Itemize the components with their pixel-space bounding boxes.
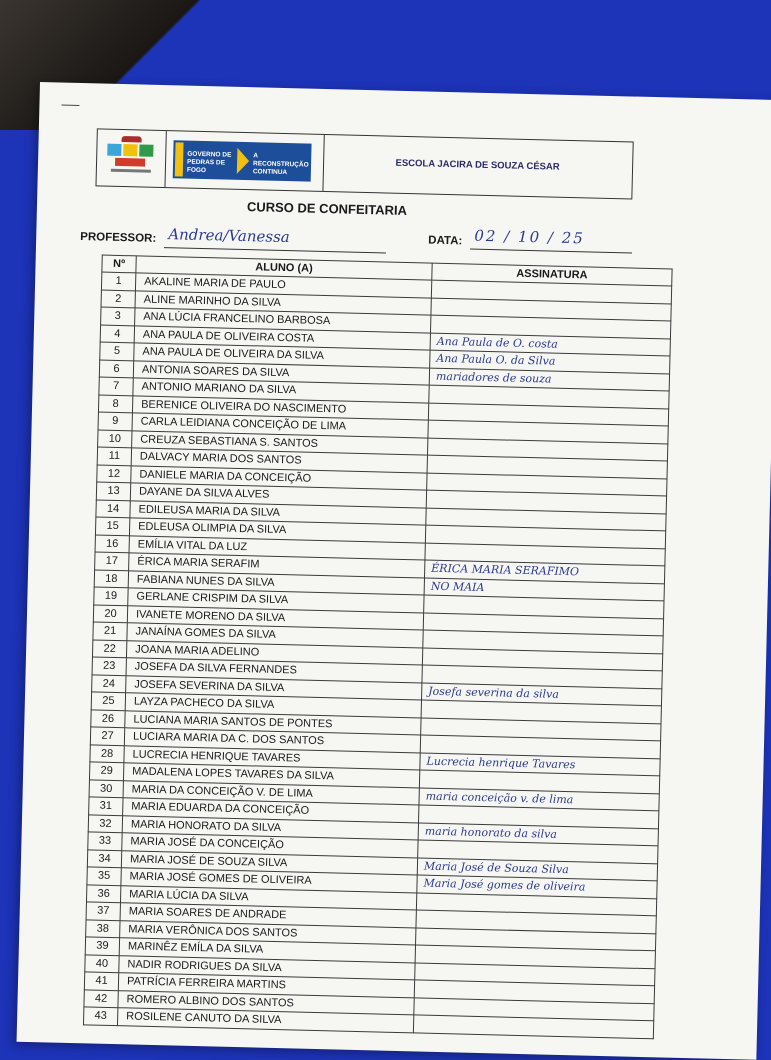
- corner-mark: [61, 105, 79, 106]
- student-name: MARIA EDUARDA DA CONCEIÇÃO: [123, 798, 419, 823]
- row-number: 1: [101, 272, 135, 290]
- row-number: 23: [92, 657, 126, 675]
- row-number: 7: [99, 377, 133, 395]
- row-number: 32: [88, 814, 122, 832]
- student-name: ROMERO ALBINO DOS SANTOS: [118, 990, 414, 1015]
- student-name: MARINÊZ EMÍLA DA SILVA: [119, 938, 415, 963]
- row-number: 24: [92, 674, 126, 692]
- row-number: 28: [90, 744, 124, 762]
- row-number: 11: [97, 447, 131, 465]
- date-label: DATA:: [428, 234, 463, 248]
- school-logo: [107, 136, 158, 181]
- student-name: ÉRICA MARIA SERAFIM: [129, 553, 425, 578]
- gov-logo-text: GOVERNO DE PEDRAS DE FOGO: [186, 150, 232, 175]
- signature: Maria José gomes de oliveira: [417, 875, 657, 898]
- student-name: EMÍLIA VITAL DA LUZ: [129, 535, 425, 560]
- student-name: IVANETE MORENO DA SILVA: [127, 605, 423, 630]
- row-number: 36: [86, 884, 120, 902]
- date-handwritten: 02 / 10 / 25: [474, 226, 586, 248]
- signature: mariadores de souza: [429, 368, 669, 391]
- student-name: AKALINE MARIA DE PAULO: [135, 273, 431, 298]
- row-number: 31: [89, 797, 123, 815]
- signature: NO MAIA: [424, 578, 664, 601]
- student-name: MARIA LÚCIA DA SILVA: [120, 885, 416, 910]
- signature: maria honorato da silva: [418, 822, 658, 845]
- signature: Lucrecia henrique Tavares: [420, 752, 660, 775]
- row-number: 19: [94, 587, 128, 605]
- student-name: FABIANA NUNES DA SILVA: [128, 570, 424, 595]
- student-name: LUCRECIA HENRIQUE TAVARES: [124, 745, 420, 770]
- professor-label: PROFESSOR:: [80, 231, 157, 245]
- student-name: MARIA SOARES DE ANDRADE: [120, 903, 416, 928]
- student-name: DANIELE MARIA DA CONCEIÇÃO: [131, 465, 427, 490]
- signature: maria conceição v. de lima: [419, 787, 659, 810]
- row-number: 10: [98, 430, 132, 448]
- student-name: JOSEFA SEVERINA DA SILVA: [126, 675, 422, 700]
- column-header-number: Nº: [102, 255, 136, 273]
- student-name: CARLA LEIDIANA CONCEIÇÃO DE LIMA: [132, 413, 428, 438]
- row-number: 39: [85, 937, 119, 955]
- row-number: 22: [92, 639, 126, 657]
- attendance-sheet: [17, 82, 771, 1060]
- student-name: MARIA JOSÉ GOMES DE OLIVEIRA: [121, 868, 417, 893]
- row-number: 40: [85, 954, 119, 972]
- student-name: BERENICE OLIVEIRA DO NASCIMENTO: [132, 395, 428, 420]
- signature: Ana Paula O. da Silva: [430, 350, 670, 373]
- student-name: MARIA HONORATO DA SILVA: [122, 815, 418, 840]
- student-name: LUCIARA MARIA DA C. DOS SANTOS: [124, 728, 420, 753]
- student-name: MARIA VERÔNICA DOS SANTOS: [120, 920, 416, 945]
- row-number: 43: [83, 1007, 117, 1025]
- attendance-table: [83, 255, 673, 1039]
- row-number: 9: [98, 412, 132, 430]
- row-number: 4: [100, 325, 134, 343]
- row-number: 3: [101, 307, 135, 325]
- gov-logo-slogan: A RECONSTRUÇÃO CONTINUA: [252, 152, 309, 177]
- header-box: [95, 128, 633, 199]
- student-name: LAYZA PACHECO DA SILVA: [125, 693, 421, 718]
- student-name: MARIA DA CONCEIÇÃO V. DE LIMA: [123, 780, 419, 805]
- school-name: ESCOLA JACIRA DE SOUZA CÉSAR: [395, 157, 560, 173]
- row-number: 25: [91, 692, 125, 710]
- student-name: EDILEUSA MARIA DA SILVA: [130, 500, 426, 525]
- signature: Maria José de Souza Silva: [417, 857, 657, 880]
- student-name: DALVACY MARIA DOS SANTOS: [131, 448, 427, 473]
- row-number: 15: [95, 517, 129, 535]
- student-name: ROSILENE CANUTO DA SILVA: [117, 1008, 413, 1033]
- student-name: ALINE MARINHO DA SILVA: [135, 290, 431, 315]
- student-name: MADALENA LOPES TAVARES DA SILVA: [123, 763, 419, 788]
- signature: Josefa severina da silva: [422, 683, 662, 706]
- row-number: 16: [95, 534, 129, 552]
- row-number: 34: [87, 849, 121, 867]
- student-name: ANTONIO MARIANO DA SILVA: [133, 378, 429, 403]
- student-name: JOSEFA DA SILVA FERNANDES: [126, 658, 422, 683]
- row-number: 6: [99, 360, 133, 378]
- row-number: 35: [87, 867, 121, 885]
- chevron-icon: [237, 148, 250, 174]
- student-name: GERLANE CRISPIM DA SILVA: [128, 588, 424, 613]
- student-name: JOANA MARIA ADELINO: [126, 640, 422, 665]
- professor-handwritten: Andrea/Vanessa: [168, 225, 290, 247]
- student-name: PATRÍCIA FERREIRA MARTINS: [118, 973, 414, 998]
- row-number: 14: [96, 500, 130, 518]
- row-number: 33: [88, 832, 122, 850]
- row-number: 8: [98, 395, 132, 413]
- student-name: ANA PAULA DE OLIVEIRA COSTA: [134, 325, 430, 350]
- row-number: 30: [89, 779, 123, 797]
- student-name: JANAÍNA GOMES DA SILVA: [127, 623, 423, 648]
- student-name: CREUZA SEBASTIANA S. SANTOS: [132, 430, 428, 455]
- professor-line: [164, 247, 386, 253]
- course-title: CURSO DE CONFEITARIA: [246, 199, 408, 219]
- row-number: 37: [86, 902, 120, 920]
- student-name: NADIR RODRIGUES DA SILVA: [119, 955, 415, 980]
- signature: ÉRICA MARIA SERAFIMO: [425, 560, 665, 583]
- row-number: 5: [100, 342, 134, 360]
- row-number: 27: [90, 727, 124, 745]
- student-name: MARIA JOSÉ DA CONCEIÇÃO: [122, 833, 418, 858]
- row-number: 13: [96, 482, 130, 500]
- date-line: [470, 249, 632, 254]
- student-name: MARIA JOSÉ DE SOUZA SILVA: [121, 850, 417, 875]
- student-name: ANTONIA SOARES DA SILVA: [133, 360, 429, 385]
- row-number: 18: [94, 569, 128, 587]
- row-number: 42: [84, 989, 118, 1007]
- government-logo: [173, 140, 312, 181]
- row-number: 20: [93, 604, 127, 622]
- row-number: 21: [93, 622, 127, 640]
- row-number: 41: [84, 972, 118, 990]
- row-number: 26: [91, 709, 125, 727]
- row-number: 29: [89, 762, 123, 780]
- row-number: 17: [95, 552, 129, 570]
- student-name: DAYANE DA SILVA ALVES: [130, 483, 426, 508]
- student-name: EDLEUSA OLIMPIA DA SILVA: [129, 518, 425, 543]
- student-name: ANA PAULA DE OLIVEIRA DA SILVA: [134, 343, 430, 368]
- student-name: ANA LÚCIA FRANCELINO BARBOSA: [135, 308, 431, 333]
- row-number: 2: [101, 290, 135, 308]
- student-name: LUCIANA MARIA SANTOS DE PONTES: [125, 710, 421, 735]
- row-number: 12: [97, 465, 131, 483]
- signature: Ana Paula de O. costa: [430, 333, 670, 356]
- column-header-signature: ASSINATURA: [432, 263, 672, 286]
- row-number: 38: [86, 919, 120, 937]
- column-header-student: ALUNO (A): [136, 256, 432, 280]
